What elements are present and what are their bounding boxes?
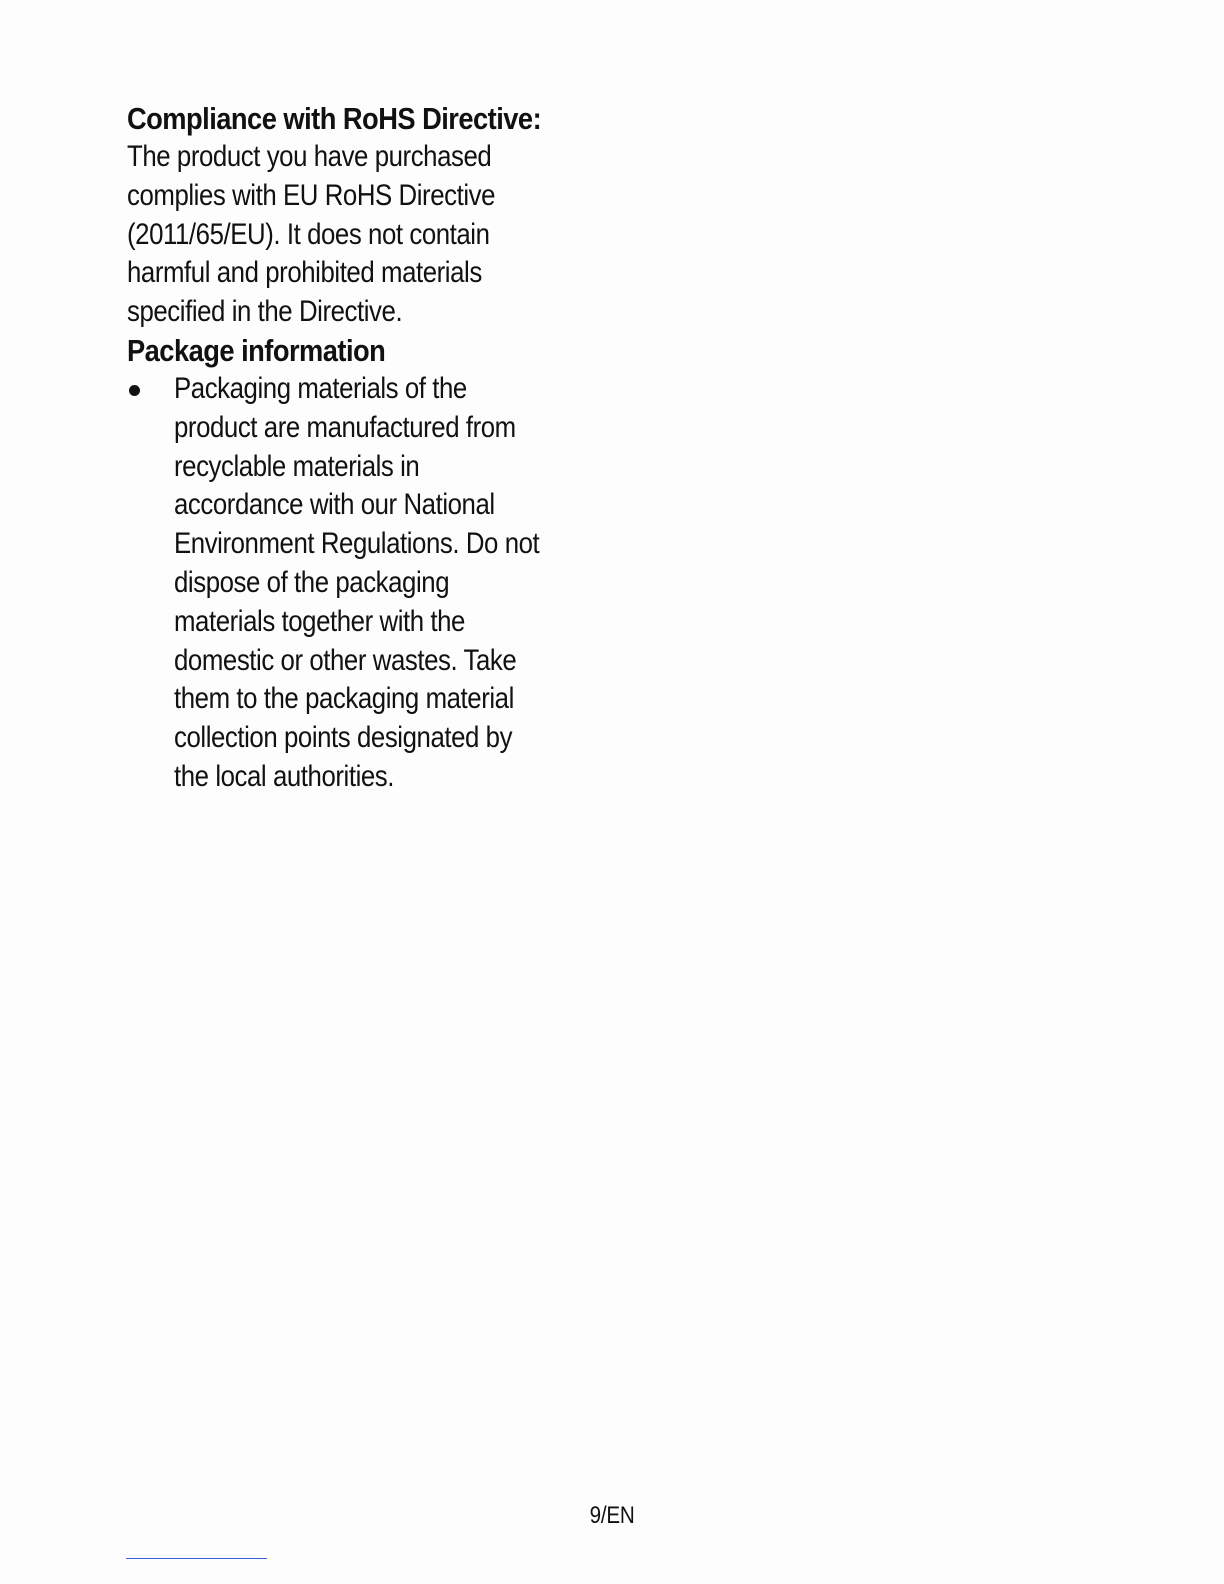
bullet-line: dispose of the packaging bbox=[174, 565, 450, 599]
bullet-line: collection points designated by bbox=[174, 721, 513, 755]
rohs-paragraph bbox=[127, 138, 597, 332]
bullet-line: recyclable materials in bbox=[174, 449, 420, 483]
rohs-line: The product you have purchased bbox=[127, 140, 492, 173]
text-column bbox=[127, 100, 597, 797]
rohs-line: specified in the Directive. bbox=[127, 295, 403, 329]
footnote-divider bbox=[126, 1558, 267, 1559]
package-heading: Package information bbox=[127, 332, 386, 368]
bullet-line: the local authorities. bbox=[174, 759, 395, 793]
package-bullet-item bbox=[127, 370, 597, 797]
bullet-line: domestic or other wastes. Take bbox=[174, 643, 517, 677]
bullet-icon bbox=[129, 385, 140, 396]
bullet-line: materials together with the bbox=[174, 604, 465, 638]
rohs-line: (2011/65/EU). It does not contain bbox=[127, 217, 490, 251]
bullet-line: product are manufactured from bbox=[174, 410, 516, 444]
bullet-line: accordance with our National bbox=[174, 488, 495, 522]
page-number-text: 9/EN bbox=[589, 1502, 635, 1529]
rohs-line: harmful and prohibited materials bbox=[127, 256, 482, 290]
bullet-line: Environment Regulations. Do not bbox=[174, 527, 540, 561]
page-number bbox=[0, 1501, 1224, 1531]
package-bullet-list bbox=[127, 370, 597, 797]
bullet-line: Packaging materials of the bbox=[174, 371, 467, 405]
rohs-line: complies with EU RoHS Directive bbox=[127, 178, 496, 212]
bullet-line: them to the packaging material bbox=[174, 682, 514, 716]
rohs-heading: Compliance with RoHS Directive: bbox=[127, 101, 542, 136]
